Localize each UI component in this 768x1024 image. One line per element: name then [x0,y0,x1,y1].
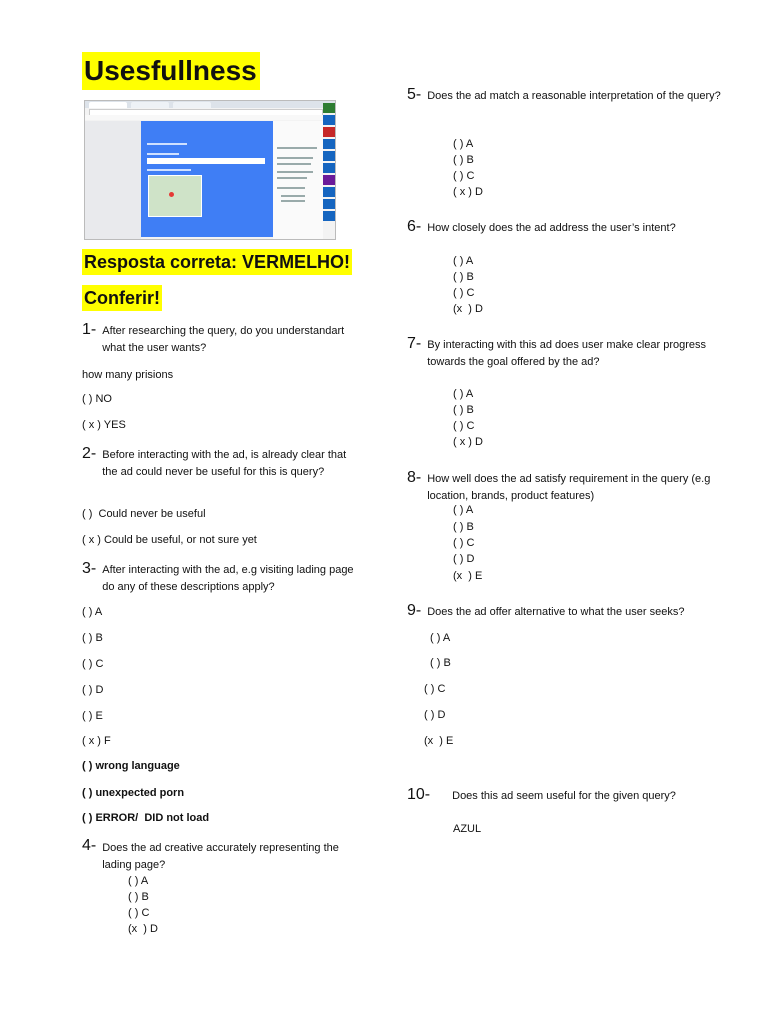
answer-label: Resposta correta: VERMELHO! [82,249,352,275]
question-number: 5- [407,86,422,103]
option: ( x ) Could be useful, or not sure yet [82,534,257,546]
option: ( ) A [82,606,103,618]
option: ( x ) D [453,186,483,198]
option: ( ) C [128,907,150,919]
question-text: Does this ad seem useful for the given query? [452,790,676,802]
option: ( ) B [430,657,451,669]
option: ( ) B [82,632,103,644]
question-number: 7- [407,335,422,352]
option: ( ) A [453,504,474,516]
option: (x ) D [128,923,158,935]
option: ( ) D [453,553,475,565]
option: ( ) A [453,138,474,150]
option: ( ) A [128,875,149,887]
question-text: By interacting with this ad does user make clear progress towards the goal offered by the ad? [427,339,707,368]
question-text: Does the ad offer alternative to what the user seeks? [427,606,685,618]
option: ( ) wrong language [82,760,180,772]
option: ( ) D [82,684,104,696]
option: ( x ) F [82,735,111,747]
page-title: Usesfullness [82,52,260,90]
option: ( ) B [128,891,149,903]
question-number: 4- [82,837,97,854]
option: ( ) ERROR/ DID not load [82,812,210,824]
question-text: How closely does the ad address the user’s intent? [427,222,676,234]
question-number: 10- [407,786,431,803]
question-8 [407,470,743,504]
question-text: Does the ad match a reasonable interpretation of the query? [427,90,721,102]
question-1 [82,322,352,356]
option: (x ) E [424,735,454,747]
question-10 [407,787,737,805]
option: ( ) A [430,632,451,644]
option: ( ) B [453,404,474,416]
option: ( ) A [453,255,474,267]
check-label: Conferir! [82,285,162,311]
question-5 [407,87,727,105]
option: ( ) Could never be useful [82,508,206,520]
option: ( ) unexpected porn [82,787,185,799]
option: ( ) C [453,170,475,182]
question-7 [407,336,737,370]
option: ( ) C [82,658,104,670]
question-text: After researching the query, do you understandart what the user wants? [102,325,345,354]
question-number: 2- [82,445,97,462]
question-number: 6- [407,218,422,235]
option: ( ) NO [82,393,112,405]
option: ( ) B [453,521,474,533]
option: ( ) A [453,388,474,400]
option: ( ) B [453,271,474,283]
option: ( ) C [453,287,475,299]
question-number: 1- [82,321,97,338]
question-9 [407,603,737,621]
question-2 [82,446,352,480]
question-3 [82,561,358,595]
question-note: how many prisions [82,369,174,381]
option: (x ) E [453,570,483,582]
option: ( ) C [453,537,475,549]
question-text: After interacting with the ad, e.g visiting lading page do any of these descriptions apply? [102,564,354,593]
question-number: 9- [407,602,422,619]
option: (x ) D [453,303,483,315]
option: ( ) D [424,709,446,721]
question-number: 3- [82,560,97,577]
option: ( ) C [453,420,475,432]
embedded-screenshot [84,100,336,240]
option: ( x ) D [453,436,483,448]
question-text: How well does the ad satisfy requirement in the query (e.g location, brands, product features) [427,473,711,502]
option: ( x ) YES [82,419,126,431]
option: ( ) C [424,683,446,695]
question-4 [82,838,368,873]
question-text: Does the ad creative accurately representing the lading page? [102,842,339,871]
question-text: Before interacting with the ad, is already clear that the ad could never be useful for this is query? [102,449,347,478]
question-6 [407,219,727,237]
question-answer: AZUL [453,823,482,835]
option: ( ) B [453,154,474,166]
question-number: 8- [407,469,422,486]
option: ( ) E [82,710,103,722]
